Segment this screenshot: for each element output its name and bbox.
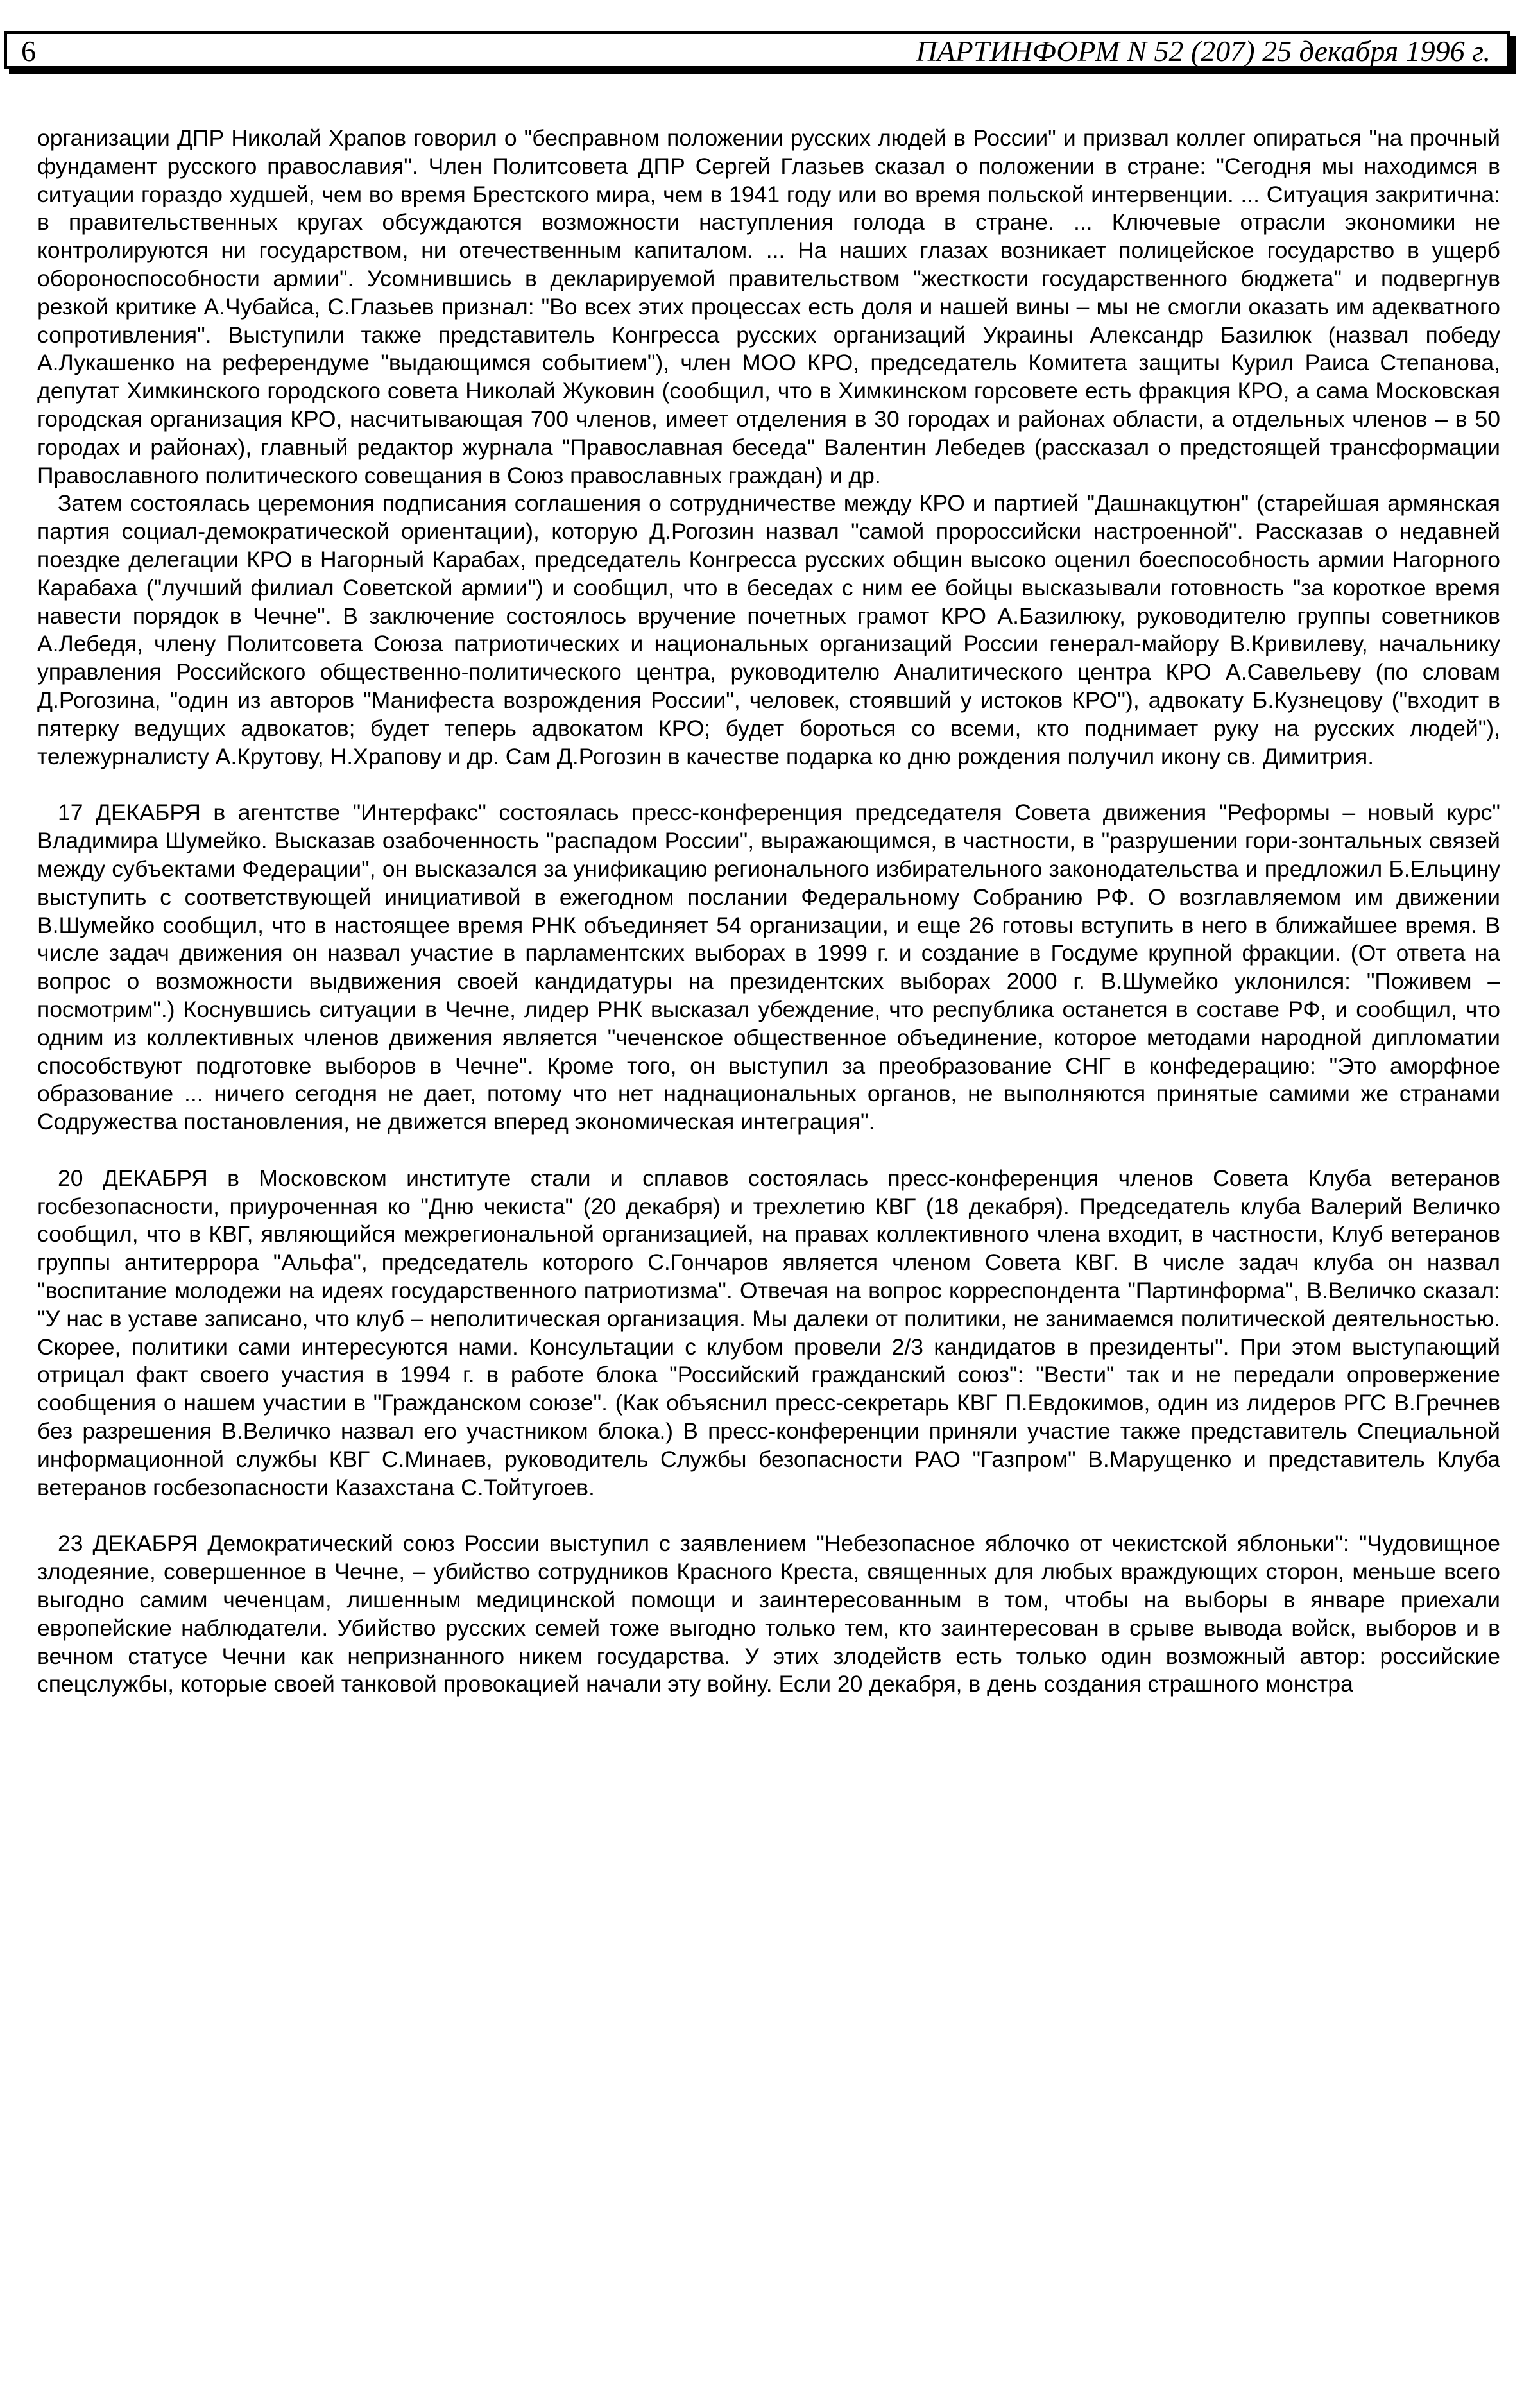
page-header	[4, 31, 1510, 69]
paragraph-gap	[37, 1136, 1500, 1165]
paragraph: организации ДПР Николай Храпов говорил о "бесправном положении русских людей в России" и призвал коллег опираться "на прочный фундамент русского православия". Член Политсовета ДПР Сергей Глазьев сказал о положении в стране: "Сегодня мы находимся в ситуации гораздо худшей, чем во время Брестского мира, чем в 1941 году или во время польской интервенции. ... Ситуация закритична: в правительственных кругах обсуждаются возможности наступления голода в стране. ... Ключевые отрасли экономики не контролируются ни государством, ни отечественным капиталом. ... На наших глазах возникает полицейское государство в ущерб обороноспособности армии". Усомнившись в декларируемой правительством "жесткости государственного бюджета" и подвергнув резкой критике А.Чубайса, С.Глазьев признал: "Во всех этих процессах есть доля и нашей вины – мы не смогли оказать им адекватного сопротивления". Выступили также представитель Конгресса русских организаций Украины Александр Базилюк (назвал победу А.Лукашенко на референдуме "выдающимся событием"), член МОО КРО, председатель Комитета защиты Курил Раиса Степанова, депутат Химкинского городского совета Николай Жуковин (сообщил, что в Химкинском горсовете есть фракция КРО, а сама Московская городская организация КРО, насчитывающая 700 членов, имеет отделения в 30 городах и районах области, а отдельных членов – в 50 городах и районах), главный редактор журнала "Православная беседа" Валентин Лебедев (рассказал о предстоящей трансформации Православного политического совещания в Союз православных граждан) и др.	[37, 125, 1500, 488]
paragraph: 23 ДЕКАБРЯ Демократический союз России выступил с заявлением "Небезопасное яблочко от чекистской яблоньки": "Чудовищное злодеяние, совершенное в Чечне, – убийство сотрудников Красного Креста, священных для любых враждующих сторон, меньше всего выгодно самим чеченцам, лишенным медицинской помощи и заинтересованным в том, чтобы на выборы в январе приехали европейские наблюдатели. Убийство русских семей тоже выгодно только тем, кто заинтересован в срыве вывода войск, выборов и в вечном статусе Чечни как непризнанного никем государства. У этих злодейств есть только один возможный автор: российские спецслужбы, которые своей танковой провокацией начали эту войну. Если 20 декабря, в день создания страшного монстра	[37, 1530, 1500, 1697]
article-body	[37, 124, 1500, 1699]
page-number: 6	[21, 35, 36, 67]
paragraph-gap	[37, 771, 1500, 799]
paragraph-gap	[37, 1502, 1500, 1530]
paragraph: Затем состоялась церемония подписания соглашения о сотрудничестве между КРО и партией "Дашнакцутюн" (старейшая армянская партия социал-демократической ориентации), которую Д.Рогозин назвал "самой пророссийски настроенной". Рассказав о недавней поездке делегации КРО в Нагорный Карабах, председатель Конгресса русских общин высоко оценил боеспособность армии Нагорного Карабаха ("лучший филиал Советской армии") и сообщил, что в беседах с ним ее бойцы высказывали готовность "за короткое время навести порядок в Чечне". В заключение состоялось вручение почетных грамот КРО А.Базилюку, руководителю группы советников А.Лебедя, члену Политсовета Союза патриотических и национальных организаций России генерал-майору В.Кривилеву, начальнику управления Российского общественно-политического центра, руководителю Аналитического центра КРО А.Савельеву (по словам Д.Рогозина, "один из авторов "Манифеста возрождения России", человек, стоявший у истоков КРО"), адвокату Б.Кузнецову ("входит в пятерку ведущих адвокатов; будет теперь адвокатом КРО; будет бороться со всеми, кто поднимает руку на русских людей"), тележурналисту А.Крутову, Н.Храпову и др. Сам Д.Рогозин в качестве подарка ко дню рождения получил икону св. Димитрия.	[37, 490, 1500, 769]
publication-title: ПАРТИНФОРМ N 52 (207) 25 декабря 1996 г.	[916, 35, 1491, 67]
paragraph: 17 ДЕКАБРЯ в агентстве "Интерфакс" состоялась пресс-конференция председателя Совета движения "Реформы – новый курс" Владимира Шумейко. Высказав озабоченность "распадом России", выражающимся, в частности, в "разрушении гори-зонтальных связей между субъектами Федерации", он высказался за унификацию регионального избирательного законодательства и предложил Б.Ельцину выступить с соответствующей инициативой в ежегодном послании Федеральному Собранию РФ. О возглавляемом им движении В.Шумейко сообщил, что в настоящее время РНК объединяет 54 организации, и еще 26 готовы вступить в него в ближайшее время. В числе задач движения он назвал участие в парламентских выборах в 1999 г. и создание в Госдуме крупной фракции. (От ответа на вопрос о возможности выдвижения своей кандидатуры на президентских выборах 2000 г. В.Шумейко уклонился: "Поживем – посмотрим".) Коснувшись ситуации в Чечне, лидер РНК высказал убеждение, что республика останется в составе РФ, и сообщил, что одним из коллективных членов движения является "чеченское общественное объединение, которое методами народной дипломатии способствуют подготовке выборов в Чечне". Кроме того, он выступил за преобразование СНГ в конфедерацию: "Это аморфное образование ... ничего сегодня не дает, потому что нет наднациональных органов, не выполняются принятые самими же странами Содружества постановления, не движется вперед экономическая интеграция".	[37, 800, 1500, 1135]
paragraph: 20 ДЕКАБРЯ в Московском институте стали и сплавов состоялась пресс-конференция членов Совета Клуба ветеранов госбезопасности, приуроченная ко "Дню чекиста" (20 декабря) и трехлетию КВГ (18 декабря). Председатель клуба Валерий Величко сообщил, что в КВГ, являющийся межрегиональной организацией, на правах коллективного члена входит, в частности, Клуб ветеранов группы антитеррора "Альфа", председатель которого С.Гончаров является членом Совета КВГ. В числе задач клуба он назвал "воспитание молодежи на идеях государственного патриотизма". Отвечая на вопрос корреспондента "Партинформа", В.Величко сказал: "У нас в уставе записано, что клуб – неполитическая организация. Мы далеки от политики, не занимаемся политической деятельностью. Скорее, политики сами интересуются нами. Консультации с клубом провели 2/3 кандидатов в президенты". При этом выступающий отрицал факт своего участия в 1994 г. в работе блока "Российский гражданский союз": "Вести" так и не передали опровержение сообщения о нашем участии в "Гражданском союзе". (Как объяснил пресс-секретарь КВГ П.Евдокимов, один из лидеров РГС В.Гречнев без разрешения В.Величко назвал его участником блока.) В пресс-конференции приняли участие также представитель Специальной информационной службы КВГ С.Минаев, руководитель Службы безопасности РАО "Газпром" В.Марущенко и представитель Клуба ветеранов госбезопасности Казахстана С.Тойтугоев.	[37, 1165, 1500, 1500]
